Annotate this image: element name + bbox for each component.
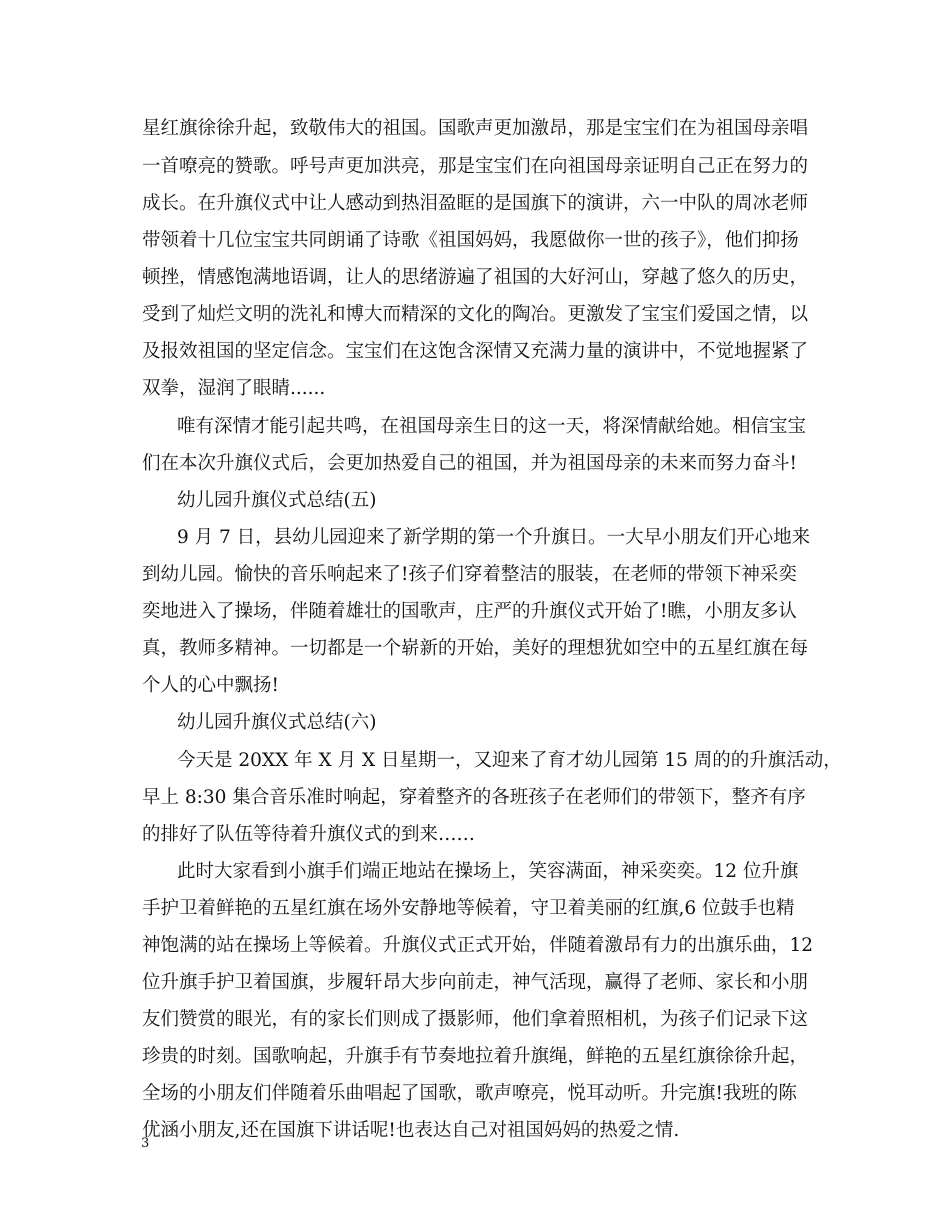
text-line: 的排好了队伍等待着升旗仪式的到来…… [142,824,476,845]
text-line: 受到了灿烂文明的洗礼和博大而精深的文化的陶冶。更激发了宝宝们爱国之情，以 [142,304,809,325]
text-line: 及报效祖国的坚定信念。宝宝们在这饱含深情又充满力量的演讲中，不觉地握紧了 [142,341,809,362]
text-line: 神饱满的站在操场上等候着。升旗仪式正式开始，伴随着激昂有力的出旗乐曲，12 [142,935,814,956]
text-line: 手护卫着鲜艳的五星红旗在场外安静地等候着，守卫着美丽的红旗,6 位鼓手也精 [142,898,795,919]
text-line: 成长。在升旗仪式中让人感动到热泪盈眶的是国旗下的演讲，六一中队的周冰老师 [142,193,809,214]
paragraph-first-line: 此时大家看到小旗手们端正地站在操场上，笑容满面，神采奕奕。12 位升旗 [177,861,799,882]
text-line: 到幼儿园。愉快的音乐响起来了!孩子们穿着整洁的服装，在老师的带领下神采奕 [142,564,797,585]
text-line: 奕地进入了操场，伴随着雄壮的国歌声，庄严的升旗仪式开始了!瞧，小朋友多认 [142,601,797,622]
text-line: 个人的心中飘扬! [142,675,279,696]
paragraph-first-line: 唯有深情才能引起共鸣，在祖国母亲生日的这一天，将深情献给她。相信宝宝 [177,416,807,437]
text-line: 友们赞赏的眼光，有的家长们则成了摄影师，他们拿着照相机，为孩子们记录下这 [142,1009,809,1030]
text-line: 真，教师多精神。一切都是一个崭新的开始，美好的理想犹如空中的五星红旗在每 [142,638,809,659]
text-line: 全场的小朋友们伴随着乐曲唱起了国歌，歌声嘹亮，悦耳动听。升完旗!我班的陈 [142,1083,797,1104]
text-line: 们在本次升旗仪式后，会更加热爱自己的祖国，并为祖国母亲的未来而努力奋斗! [142,453,797,474]
page-number: 3 [141,1136,150,1151]
text-line: 双拳，湿润了眼睛...... [142,378,326,399]
text-line: 位升旗手护卫着国旗，步履轩昂大步向前走，神气活现，赢得了老师、家长和小朋 [142,972,809,993]
section-heading: 幼儿园升旗仪式总结(五) [177,490,377,511]
text-line: 早上 8:30 集合音乐准时响起，穿着整齐的各班孩子在老师们的带领下，整齐有序 [142,787,806,808]
text-line: 带领着十几位宝宝共同朗诵了诗歌《祖国妈妈，我愿做你一世的孩子》，他们抑扬 [142,230,799,251]
paragraph-first-line: 9 月 7 日，县幼儿园迎来了新学期的第一个升旗日。一大早小朋友们开心地来 [177,527,811,548]
text-line: 顿挫，情感饱满地语调，让人的思绪游遍了祖国的大好河山，穿越了悠久的历史， [142,267,809,288]
section-heading: 幼儿园升旗仪式总结(六) [177,712,377,733]
text-line: 优涵小朋友,还在国旗下讲话呢!也表达自己对祖国妈妈的热爱之情. [142,1120,680,1141]
text-line: 一首嘹亮的赞歌。呼号声更加洪亮，那是宝宝们在向祖国母亲证明自己正在努力的 [142,156,809,177]
paragraph-first-line: 今天是 20XX 年 X 月 X 日星期一，又迎来了育才幼儿园第 15 周的的升旗活动， [177,750,842,771]
text-line: 星红旗徐徐升起，致敬伟大的祖国。国歌声更加激昂，那是宝宝们在为祖国母亲唱 [142,118,809,139]
text-line: 珍贵的时刻。国歌响起，升旗手有节奏地拉着升旗绳，鲜艳的五星红旗徐徐升起， [142,1046,809,1067]
